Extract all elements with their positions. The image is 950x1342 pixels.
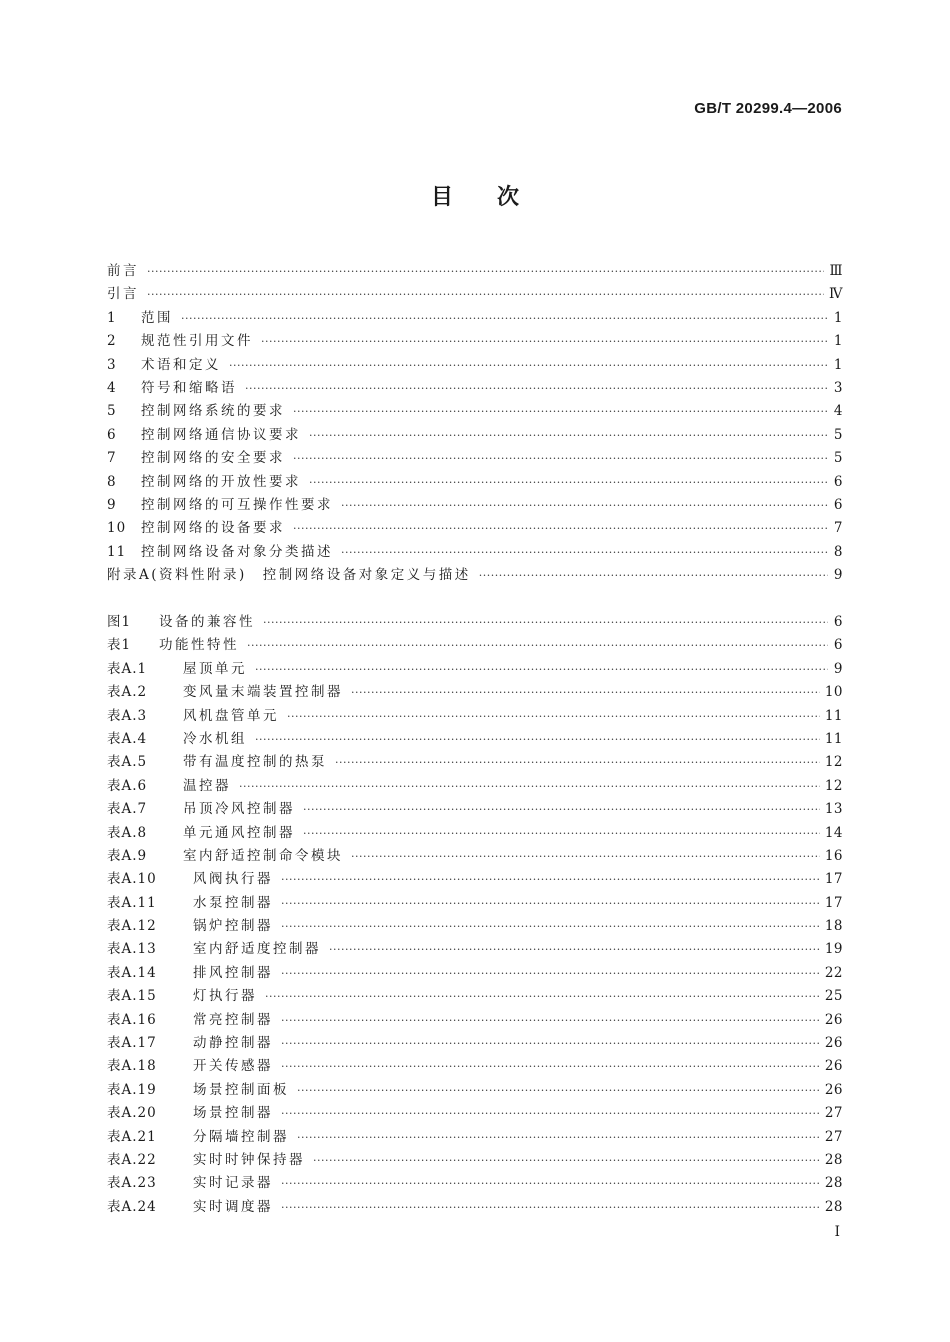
toc-entry-label: 屋顶单元 (183, 660, 247, 677)
toc-entry-label: 实时时钟保持器 (193, 1151, 305, 1168)
toc-dot-leader (281, 868, 820, 891)
toc-entry-page: 19 (824, 941, 843, 958)
toc-dot-leader (261, 330, 828, 353)
toc-entry[interactable] (107, 868, 843, 891)
toc-dot-leader (239, 775, 820, 798)
toc-dot-leader (351, 845, 820, 868)
toc-entry-page: 7 (833, 520, 843, 537)
toc-entry-page: 22 (824, 964, 843, 981)
toc-entry[interactable] (107, 424, 843, 447)
toc-entry-page: 1 (833, 356, 843, 373)
toc-entry-page: 28 (824, 1151, 843, 1168)
toc-entry[interactable] (107, 845, 843, 868)
toc-dot-leader (247, 634, 828, 657)
toc-entry-page: 17 (824, 894, 843, 911)
toc-entry-number: 表A.21 (107, 1128, 157, 1145)
toc-entry[interactable] (107, 1102, 843, 1125)
toc-entry[interactable] (107, 1079, 843, 1102)
toc-entry-page: 27 (824, 1105, 843, 1122)
toc-entry-page: 11 (824, 730, 843, 747)
toc-entry-page: 4 (833, 403, 843, 420)
toc-entry-label: 规范性引用文件 (141, 333, 253, 350)
toc-entry-page: 6 (833, 496, 843, 513)
toc-entry-label: 控制网络设备对象分类描述 (141, 543, 333, 560)
toc-entry-page: 3 (833, 379, 843, 396)
toc-entry-page: 18 (824, 918, 843, 935)
toc-dot-leader (147, 260, 824, 283)
table-of-contents-main (107, 260, 843, 587)
toc-dot-leader (329, 938, 820, 961)
toc-dot-leader (281, 1102, 820, 1125)
toc-entry-label: 控制网络通信协议要求 (141, 426, 301, 443)
toc-entry-label: 锅炉控制器 (193, 918, 273, 935)
toc-entry-number: 表A.1 (107, 660, 148, 677)
toc-entry-number: 表A.22 (107, 1151, 157, 1168)
toc-entry-page: 12 (824, 754, 843, 771)
toc-entry-number: 表A.15 (107, 988, 157, 1005)
toc-entry-label: 变风量末端装置控制器 (183, 684, 343, 701)
toc-entry-page: 26 (824, 1011, 843, 1028)
toc-entry-label: 前言 (107, 263, 139, 279)
toc-entry-number: 5 (107, 403, 117, 420)
toc-entry-page: 27 (824, 1128, 843, 1145)
toc-dot-leader (309, 471, 828, 494)
toc-dot-leader (303, 798, 820, 821)
toc-entry-label: 单元通风控制器 (183, 824, 295, 841)
toc-entry-number: 表A.14 (107, 964, 157, 981)
toc-dot-leader (181, 307, 828, 330)
toc-entry[interactable] (107, 634, 843, 657)
page-title: 目次 (430, 185, 563, 210)
toc-dot-leader (255, 658, 828, 681)
toc-entry-label: 实时记录器 (193, 1175, 273, 1192)
toc-dot-leader (281, 1172, 820, 1195)
toc-entry-page: 6 (833, 637, 843, 654)
toc-entry[interactable] (107, 517, 843, 540)
toc-dot-leader (229, 354, 828, 377)
toc-entry[interactable] (107, 681, 843, 704)
toc-entry-number: 6 (107, 426, 117, 443)
toc-entry[interactable] (107, 494, 843, 517)
toc-entry-label: 温控器 (183, 777, 231, 794)
toc-entry[interactable] (107, 1032, 843, 1055)
toc-entry-page: 9 (833, 660, 843, 677)
toc-entry-page: 6 (833, 614, 843, 630)
toc-dot-leader (293, 517, 828, 540)
toc-entry-page: Ⅳ (829, 286, 843, 303)
toc-entry-number: 表A.2 (107, 684, 148, 701)
toc-entry-label: 室内舒适控制命令模块 (183, 847, 343, 864)
toc-dot-leader (309, 424, 828, 447)
toc-entry-label: 排风控制器 (193, 964, 273, 981)
toc-entry-number: 表A.18 (107, 1058, 157, 1075)
toc-entry-label: 场景控制器 (193, 1105, 273, 1122)
toc-entry[interactable] (107, 1009, 843, 1032)
toc-entry-page: 9 (833, 567, 843, 584)
toc-entry[interactable] (107, 330, 843, 353)
toc-dot-leader (303, 822, 820, 845)
toc-dot-leader (341, 541, 828, 564)
toc-entry-number: 表A.16 (107, 1011, 157, 1028)
toc-entry-page: 11 (824, 707, 843, 724)
toc-entry-label: 实时调度器 (193, 1198, 273, 1215)
toc-entry[interactable] (107, 962, 843, 985)
toc-entry-page: 8 (833, 543, 843, 560)
toc-entry-number: 3 (107, 356, 117, 373)
toc-entry-page: 16 (824, 847, 843, 864)
toc-entry[interactable] (107, 541, 843, 564)
page-number: I (834, 1224, 840, 1240)
toc-dot-leader (281, 892, 820, 915)
toc-entry-number: 表A.24 (107, 1198, 157, 1215)
toc-entry-label: 分隔墙控制器 (193, 1128, 289, 1145)
toc-entry[interactable] (107, 611, 843, 634)
toc-entry-number: 表A.7 (107, 801, 148, 818)
toc-dot-leader (335, 751, 820, 774)
toc-dot-leader (341, 494, 828, 517)
toc-entry-label: 术语和定义 (141, 356, 221, 373)
toc-entry[interactable] (107, 751, 843, 774)
toc-dot-leader (293, 400, 828, 423)
table-of-contents-figures-tables (107, 611, 843, 1219)
toc-entry[interactable] (107, 658, 843, 681)
toc-entry-label: 控制网络的开放性要求 (141, 473, 301, 490)
toc-entry-label: 控制网络的设备要求 (141, 520, 285, 537)
toc-entry-label: 场景控制面板 (193, 1081, 289, 1098)
toc-entry[interactable] (107, 1149, 843, 1172)
toc-entry[interactable] (107, 705, 843, 728)
toc-entry-number: 表A.19 (107, 1081, 157, 1098)
toc-entry-label: 室内舒适度控制器 (193, 941, 321, 958)
toc-entry-page: 26 (824, 1058, 843, 1075)
toc-entry-number: 表A.5 (107, 754, 148, 771)
toc-entry-label: 控制网络系统的要求 (141, 403, 285, 420)
toc-entry-label: 灯执行器 (193, 988, 257, 1005)
toc-entry-number: 10 (107, 520, 127, 537)
toc-entry-number: 表A.8 (107, 824, 148, 841)
toc-entry-number: 11 (107, 543, 127, 560)
toc-entry[interactable] (107, 892, 843, 915)
toc-dot-leader (281, 1032, 820, 1055)
toc-entry[interactable] (107, 985, 843, 1008)
toc-entry[interactable] (107, 564, 843, 587)
toc-entry-number: 表A.10 (107, 871, 157, 888)
toc-dot-leader (281, 1196, 820, 1219)
toc-entry-page: 1 (833, 333, 843, 350)
toc-dot-leader (479, 564, 828, 587)
toc-entry[interactable] (107, 798, 843, 821)
toc-entry[interactable] (107, 377, 843, 400)
toc-entry-label: 风阀执行器 (193, 871, 273, 888)
toc-dot-leader (147, 283, 824, 306)
toc-dot-leader (293, 447, 828, 470)
toc-entry[interactable] (107, 1172, 843, 1195)
toc-entry[interactable] (107, 775, 843, 798)
toc-dot-leader (245, 377, 828, 400)
toc-entry[interactable] (107, 728, 843, 751)
toc-entry-number: 表A.3 (107, 707, 148, 724)
toc-entry-number: 表A.9 (107, 847, 148, 864)
toc-entry-label: 吊顶冷风控制器 (183, 801, 295, 818)
toc-entry-label: 附录A(资料性附录) 控制网络设备对象定义与描述 (107, 567, 471, 584)
toc-entry[interactable] (107, 260, 843, 283)
toc-entry-label: 功能性特性 (159, 637, 239, 654)
toc-entry-label: 符号和缩略语 (141, 379, 237, 396)
toc-entry[interactable] (107, 1196, 843, 1219)
toc-entry-page: 26 (824, 1081, 843, 1098)
toc-entry-label: 引言 (107, 286, 139, 303)
toc-dot-leader (255, 728, 820, 751)
toc-entry-label: 设备的兼容性 (159, 614, 255, 630)
toc-dot-leader (287, 705, 820, 728)
toc-entry-page: 28 (824, 1175, 843, 1192)
toc-entry-number: 表A.6 (107, 777, 148, 794)
toc-entry-number: 表1 (107, 637, 132, 654)
toc-entry-page: 5 (833, 450, 843, 467)
toc-entry-label: 常亮控制器 (193, 1011, 273, 1028)
toc-entry-page: 1 (833, 309, 843, 326)
toc-entry-label: 开关传感器 (193, 1058, 273, 1075)
toc-entry-label: 控制网络的安全要求 (141, 450, 285, 467)
toc-entry-page: 26 (824, 1035, 843, 1052)
toc-entry-label: 风机盘管单元 (183, 707, 279, 724)
toc-entry-label: 冷水机组 (183, 730, 247, 747)
toc-entry-number: 表A.11 (107, 894, 157, 911)
toc-entry-label: 范围 (141, 309, 173, 326)
toc-entry-number: 8 (107, 473, 117, 490)
toc-entry-page: 5 (833, 426, 843, 443)
toc-dot-leader (265, 985, 820, 1008)
toc-entry-page: 25 (824, 988, 843, 1005)
toc-entry[interactable] (107, 400, 843, 423)
toc-entry[interactable] (107, 822, 843, 845)
toc-dot-leader (313, 1149, 820, 1172)
toc-entry[interactable] (107, 354, 843, 377)
standard-number: GB/T 20299.4—2006 (694, 100, 842, 117)
toc-entry-number: 表A.23 (107, 1175, 157, 1192)
toc-entry-page: Ⅲ (829, 263, 843, 279)
toc-dot-leader (297, 1079, 820, 1102)
toc-dot-leader (281, 1009, 820, 1032)
toc-entry-label: 带有温度控制的热泵 (183, 754, 327, 771)
toc-dot-leader (263, 611, 828, 634)
toc-entry-page: 13 (824, 801, 843, 818)
toc-entry-page: 28 (824, 1198, 843, 1215)
toc-entry-page: 6 (833, 473, 843, 490)
toc-entry-page: 12 (824, 777, 843, 794)
toc-entry-page: 10 (824, 684, 843, 701)
toc-entry[interactable] (107, 447, 843, 470)
toc-entry-number: 表A.13 (107, 941, 157, 958)
toc-entry-number: 7 (107, 450, 117, 467)
toc-entry-number: 4 (107, 379, 117, 396)
toc-dot-leader (281, 962, 820, 985)
toc-entry-number: 9 (107, 496, 117, 513)
toc-entry-number: 1 (107, 309, 117, 326)
toc-entry[interactable] (107, 1126, 843, 1149)
toc-dot-leader (297, 1126, 820, 1149)
toc-entry-label: 水泵控制器 (193, 894, 273, 911)
toc-entry-number: 表A.4 (107, 730, 148, 747)
toc-entry-number: 表A.12 (107, 918, 157, 935)
toc-dot-leader (351, 681, 820, 704)
toc-dot-leader (281, 915, 820, 938)
toc-entry-number: 2 (107, 333, 117, 350)
toc-entry-page: 14 (824, 824, 843, 841)
toc-entry[interactable] (107, 283, 843, 306)
toc-dot-leader (281, 1055, 820, 1078)
toc-entry-number: 表A.20 (107, 1105, 157, 1122)
toc-entry-number: 图1 (107, 614, 132, 630)
toc-entry[interactable] (107, 938, 843, 961)
toc-entry[interactable] (107, 1055, 843, 1078)
toc-entry-page: 17 (824, 871, 843, 888)
toc-entry-label: 控制网络的可互操作性要求 (141, 496, 333, 513)
toc-entry[interactable] (107, 307, 843, 330)
toc-entry[interactable] (107, 915, 843, 938)
toc-entry-label: 动静控制器 (193, 1035, 273, 1052)
toc-entry-number: 表A.17 (107, 1035, 157, 1052)
toc-entry[interactable] (107, 471, 843, 494)
